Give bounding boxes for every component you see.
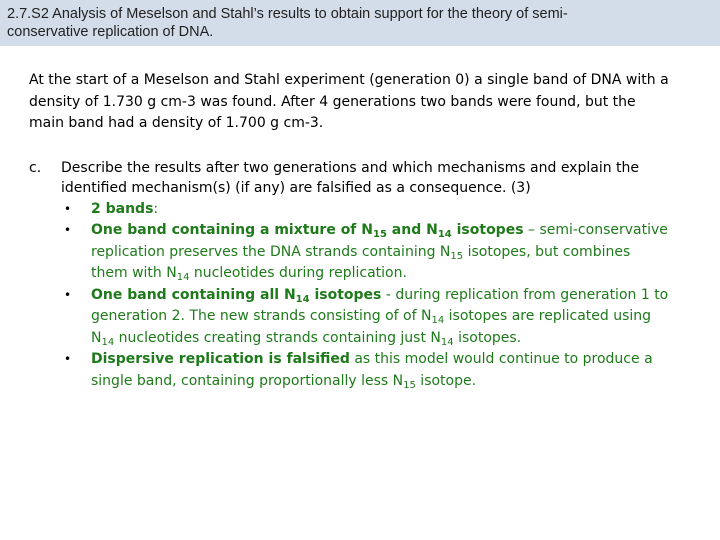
title-banner [0, 0, 720, 46]
question-line-2: identified mechanism(s) (if any) are falsified as a consequence. (3) [61, 180, 531, 196]
answer-4-rest: as this model would continue to produce a [349, 351, 653, 367]
question-line-1: Describe the results after two generations and which mechanisms and explain the [61, 159, 640, 176]
answer-3-rest: - during replication from generation 1 to [381, 286, 669, 303]
bullet-icon: • [64, 352, 72, 366]
intro-paragraph [29, 70, 701, 135]
answer-1-rest: : [153, 200, 159, 217]
answer-2-l2b: isotopes, but combines [463, 243, 631, 260]
answer-3-bold-a: One band containing all N [91, 286, 296, 303]
answer-2-bold-b: and N [386, 222, 438, 238]
answer-4-l2b: isotope. [415, 372, 477, 389]
slide-title [7, 5, 713, 41]
answer-3-sub: 14 [295, 293, 310, 305]
answer-2-sub-a: 15 [373, 229, 387, 240]
answer-2-l3a: them with N [91, 265, 177, 281]
answer-item-two-bands [64, 199, 701, 221]
answer-3-l3-sub2: 14 [440, 336, 454, 348]
answer-3-l3a: N [91, 329, 102, 346]
answer-2-l3b: nucleotides during replication. [189, 265, 407, 281]
answer-item-mixture-band [64, 220, 701, 285]
answer-2-l2a: replication preserves the DNA strands containing N [91, 243, 451, 260]
question-c [29, 158, 701, 393]
slide-body [29, 70, 701, 392]
slide-title-line-2: conservative replication of DNA. [7, 24, 214, 40]
answer-3-bold-b: isotopes [309, 286, 382, 303]
answer-3-l2a: generation 2. The new strands consisting of of N [91, 308, 432, 324]
answer-list [61, 199, 701, 393]
intro-line-2: density of 1.730 g cm-3 was found. After 4 generations two bands were found, but the [29, 93, 636, 110]
answer-2-bold-a: One band containing a mixture of N [91, 222, 373, 238]
answer-4-l2a: single band, containing proportionally less N [91, 372, 404, 389]
answer-2-l3-sub: 14 [176, 272, 190, 283]
answer-3-l3-sub: 14 [101, 336, 115, 348]
answer-item-dispersive-falsified [64, 349, 701, 392]
answer-2-sub-b: 14 [437, 229, 452, 240]
answer-4-l2-sub: 15 [403, 379, 416, 391]
question-marker: c. [29, 159, 42, 176]
answer-3-l3c: isotopes. [453, 329, 522, 346]
intro-line-1: At the start of a Meselson and Stahl experiment (generation 0) a single band of DNA with a [29, 72, 669, 88]
answer-3-l2b: isotopes are replicated using [444, 308, 652, 324]
bullet-icon: • [64, 287, 72, 302]
bullet-icon: • [64, 223, 72, 237]
answer-1-bold: 2 bands [91, 200, 154, 217]
answer-2-bold-c: isotopes [451, 222, 524, 238]
answer-item-all-n14-band [64, 285, 701, 350]
answer-3-l2-sub: 14 [431, 315, 445, 326]
question-text [61, 158, 701, 199]
answer-2-l2-sub: 15 [450, 250, 464, 262]
answer-2-rest: – semi-conservative [523, 222, 668, 238]
answer-4-bold: Dispersive replication is falsified [91, 351, 350, 367]
bullet-icon: • [64, 201, 72, 216]
intro-line-3: main band had a density of 1.700 g cm-3. [29, 115, 324, 131]
answer-3-l3b: nucleotides creating strands containing just N [114, 329, 441, 346]
slide-title-line-1: 2.7.S2 Analysis of Meselson and Stahl’s results to obtain support for the theory of semi- [7, 6, 568, 22]
